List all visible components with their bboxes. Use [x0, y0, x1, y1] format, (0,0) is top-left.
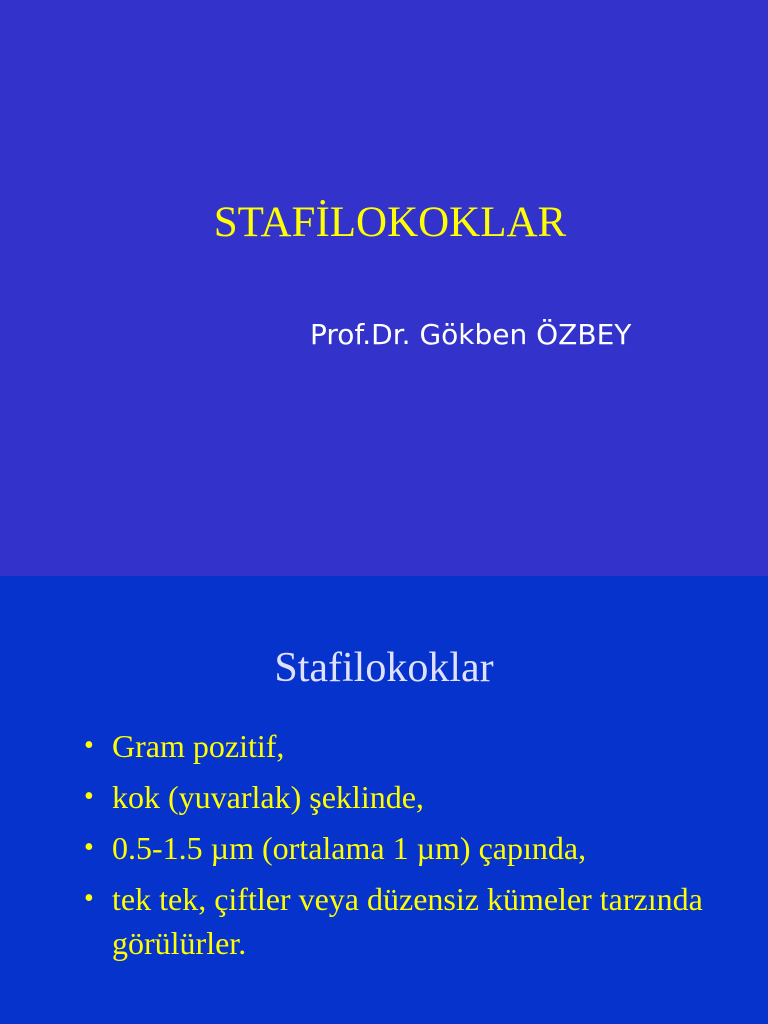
bullet-icon: • [84, 832, 94, 863]
slide-1-title: STAFİLOKOKLAR [213, 199, 567, 246]
bullet-text: tek tek, çiftler veya düzensiz kümeler tarzında görülürler. [112, 881, 703, 961]
bullet-item [84, 826, 744, 870]
bullet-icon: • [84, 883, 94, 914]
bullet-item [84, 877, 744, 965]
bullet-text: kok (yuvarlak) şeklinde, [112, 779, 424, 815]
bullet-item [84, 775, 744, 819]
bullet-icon: • [84, 730, 94, 761]
bullet-icon: • [84, 781, 94, 812]
bullet-text: Gram pozitif, [112, 728, 285, 764]
slide-1-author: Prof.Dr. Gökben ÖZBEY [310, 318, 632, 351]
bullet-text: 0.5-1.5 µm (ortalama 1 µm) çapında, [112, 830, 587, 866]
slide-2-title: Stafilokoklar [274, 645, 494, 691]
bullet-item [84, 724, 744, 768]
bullet-list [84, 724, 744, 972]
